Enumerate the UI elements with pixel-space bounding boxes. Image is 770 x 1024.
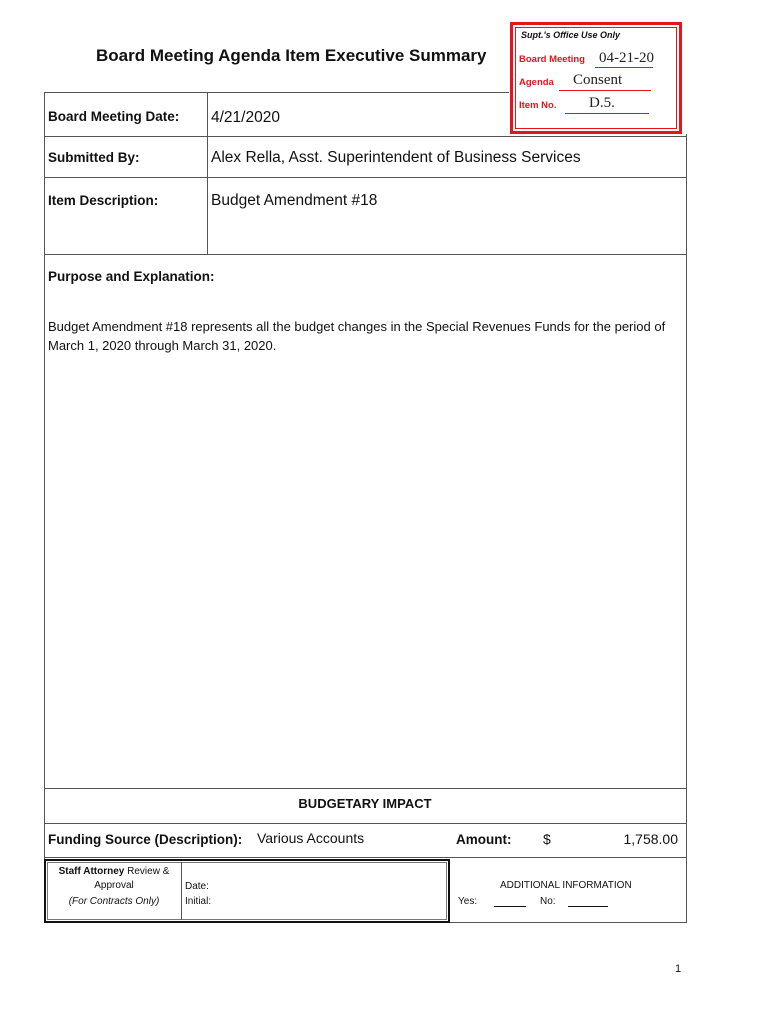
meeting-date-label: Board Meeting Date:	[48, 109, 180, 124]
additional-info-heading: ADDITIONAL INFORMATION	[500, 880, 632, 891]
office-board-meeting-label: Board Meeting	[519, 54, 585, 65]
office-agenda-label: Agenda	[519, 77, 554, 88]
staff-initial-label: Initial:	[185, 896, 212, 907]
office-board-meeting-value: 04-21-20	[599, 50, 654, 66]
submitted-by-value: Alex Rella, Asst. Superintendent of Business Services	[211, 149, 581, 166]
funding-source-label: Funding Source (Description):	[48, 832, 243, 847]
office-agenda-value: Consent	[573, 72, 623, 88]
office-item-no-label: Item No.	[519, 100, 557, 111]
purpose-text: Budget Amendment #18 represents all the budget changes in the Special Revenues Funds for the period of March 1, 2020 through March 31, 2020.	[48, 319, 666, 353]
funding-source-value: Various Accounts	[257, 830, 365, 846]
purpose-heading: Purpose and Explanation:	[48, 269, 215, 284]
document-title: Board Meeting Agenda Item Executive Summary	[96, 46, 487, 65]
page-number: 1	[675, 963, 682, 975]
staff-date-label: Date:	[185, 881, 209, 892]
staff-attorney-line1: Staff Attorney Review &	[58, 866, 170, 877]
staff-attorney-line2: Approval	[94, 880, 134, 891]
additional-no-blank	[568, 906, 608, 907]
office-use-heading: Supt.'s Office Use Only	[521, 30, 620, 40]
additional-yes-blank	[494, 906, 526, 907]
office-use-box	[510, 22, 682, 134]
additional-no-label: No:	[540, 896, 556, 907]
office-item-no-value: D.5.	[589, 95, 615, 111]
meeting-date-value: 4/21/2020	[211, 109, 280, 126]
staff-attorney-line3: (For Contracts Only)	[68, 896, 160, 907]
amount-value: 1,758.00	[623, 831, 678, 847]
item-description-label: Item Description:	[48, 193, 159, 208]
currency-symbol: $	[543, 831, 551, 847]
budgetary-impact-heading: BUDGETARY IMPACT	[298, 796, 432, 811]
amount-label: Amount:	[456, 832, 512, 847]
additional-yes-label: Yes:	[458, 896, 478, 907]
item-description-value: Budget Amendment #18	[211, 192, 378, 209]
submitted-by-label: Submitted By:	[48, 150, 140, 165]
